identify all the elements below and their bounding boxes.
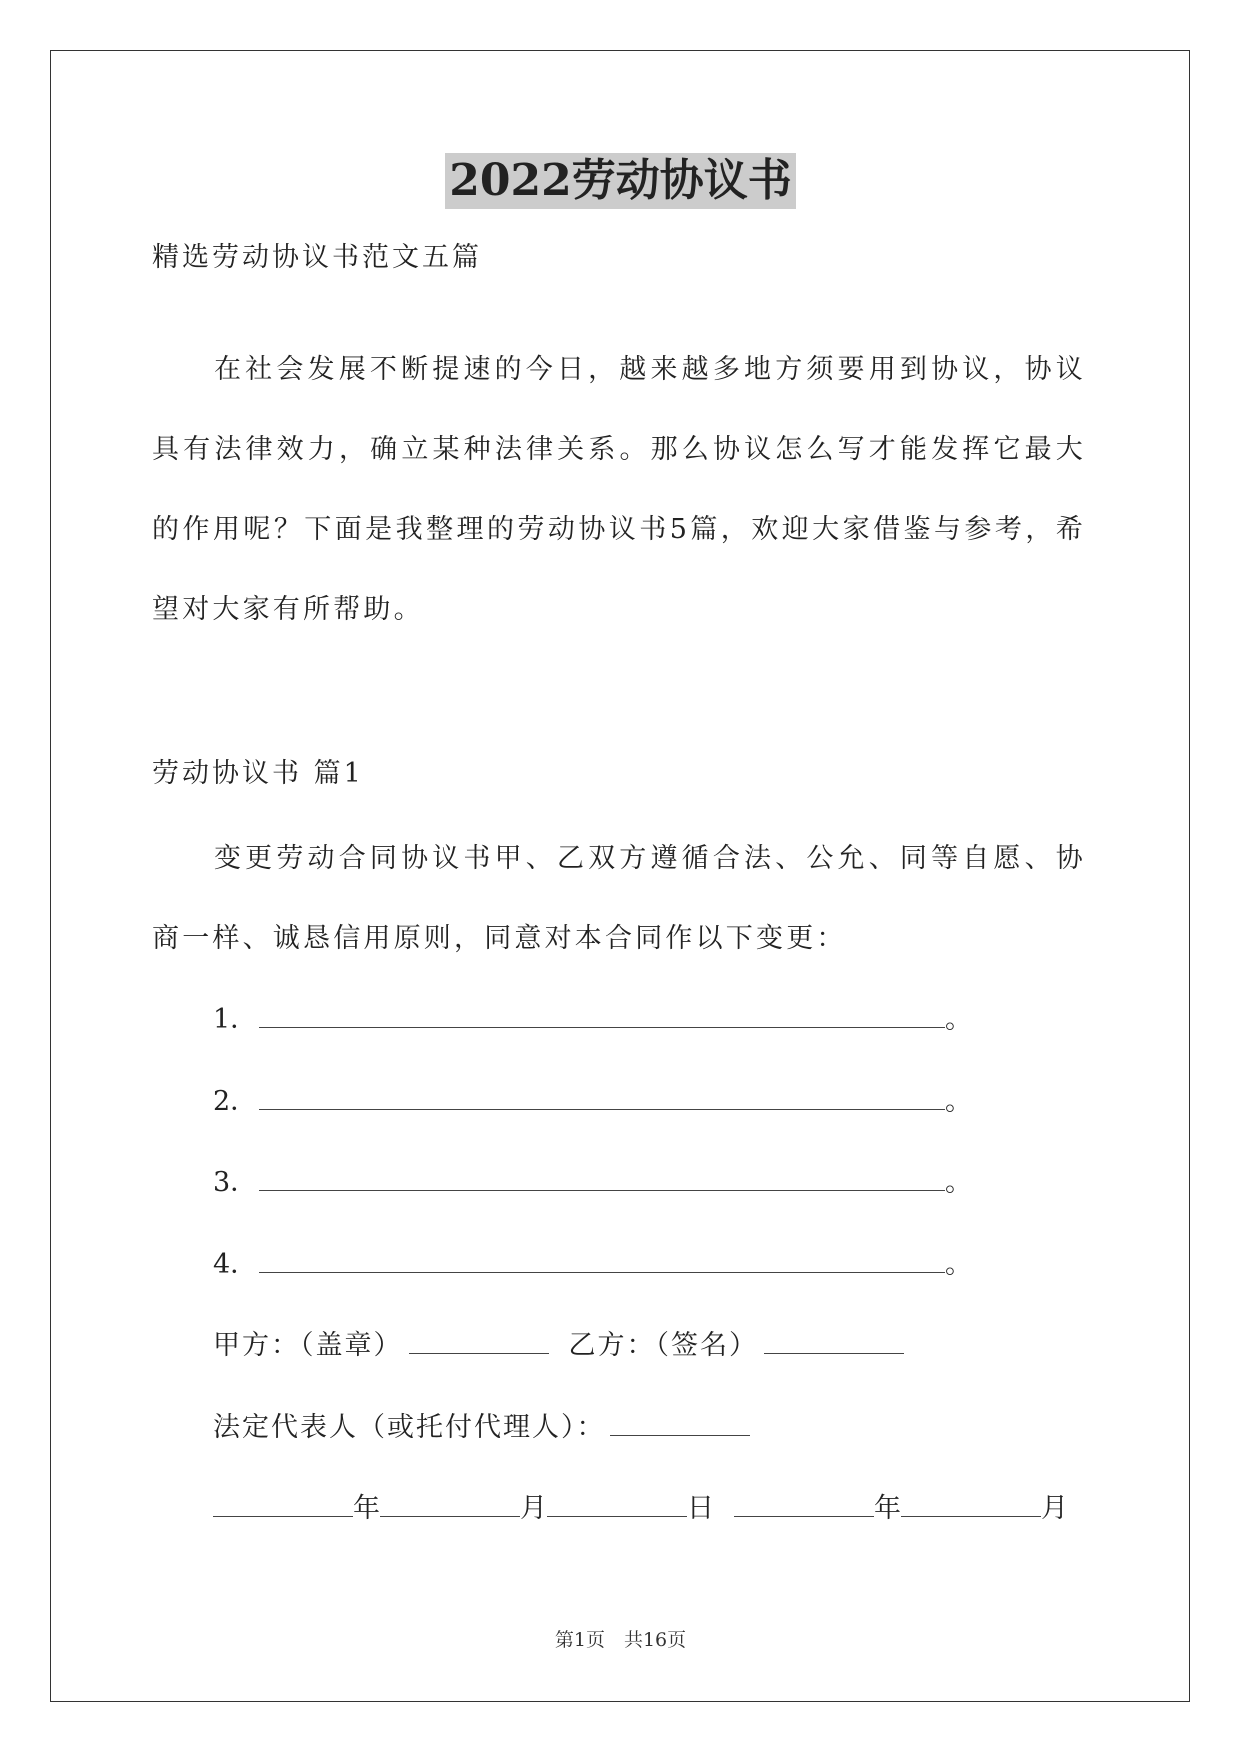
fill-blank (259, 1083, 945, 1110)
year-label-b: 年 (874, 1493, 901, 1524)
day-blank-a (547, 1490, 687, 1517)
month-blank-b (901, 1490, 1041, 1517)
fill-blank (259, 1164, 945, 1191)
list-item-end: 。 (945, 1004, 972, 1035)
fill-blank (259, 1001, 945, 1028)
section-heading: 劳动协议书 篇1 (152, 758, 364, 789)
legal-rep-blank (610, 1409, 750, 1436)
year-blank-a (213, 1490, 353, 1517)
title-container (0, 153, 1241, 209)
legal-rep-row (213, 1409, 750, 1446)
party-a-blank (409, 1327, 549, 1354)
year-blank-b (734, 1490, 874, 1517)
month-label-a: 月 (520, 1493, 547, 1524)
list-item-end: 。 (945, 1086, 972, 1117)
list-item-2 (213, 1083, 972, 1120)
legal-rep-label: 法定代表人（或托付代理人）： (213, 1412, 606, 1443)
list-item-number: 2． (213, 1086, 258, 1117)
party-a-label: 甲方：（盖章） (213, 1330, 403, 1361)
party-b-blank (764, 1327, 904, 1354)
fill-blank (259, 1246, 945, 1273)
list-item-number: 3． (213, 1167, 258, 1198)
list-item-4 (213, 1246, 972, 1283)
day-label-a: 日 (687, 1493, 714, 1524)
party-b-label: 乙方：（签名） (568, 1330, 758, 1361)
list-item-number: 1． (213, 1004, 258, 1035)
list-item-number: 4． (213, 1249, 258, 1280)
list-item-1 (213, 1001, 972, 1038)
document-subtitle: 精选劳动协议书范文五篇 (152, 242, 482, 273)
year-label-a: 年 (353, 1493, 380, 1524)
list-item-3 (213, 1164, 972, 1201)
list-item-end: 。 (945, 1167, 972, 1198)
month-blank-a (380, 1490, 520, 1517)
page-footer: 第1页 共16页 (554, 1629, 687, 1651)
date-row (213, 1490, 1068, 1527)
document-title: 2022劳动协议书 (445, 153, 795, 209)
month-label-b: 月 (1041, 1493, 1068, 1524)
section-body: 变更劳动合同协议书甲、乙双方遵循合法、公允、同等自愿、协商一样、诚恳信用原则，同意对本合同作以下变更： (152, 843, 1086, 954)
intro-paragraph: 在社会发展不断提速的今日，越来越多地方须要用到协议，协议具有法律效力，确立某种法律关系。那么协议怎么写才能发挥它最大的作用呢？下面是我整理的劳动协议书5篇，欢迎大家借鉴与参考，希望对大家有所帮助。 (152, 354, 1086, 625)
signature-row (213, 1327, 904, 1364)
list-item-end: 。 (945, 1249, 972, 1280)
